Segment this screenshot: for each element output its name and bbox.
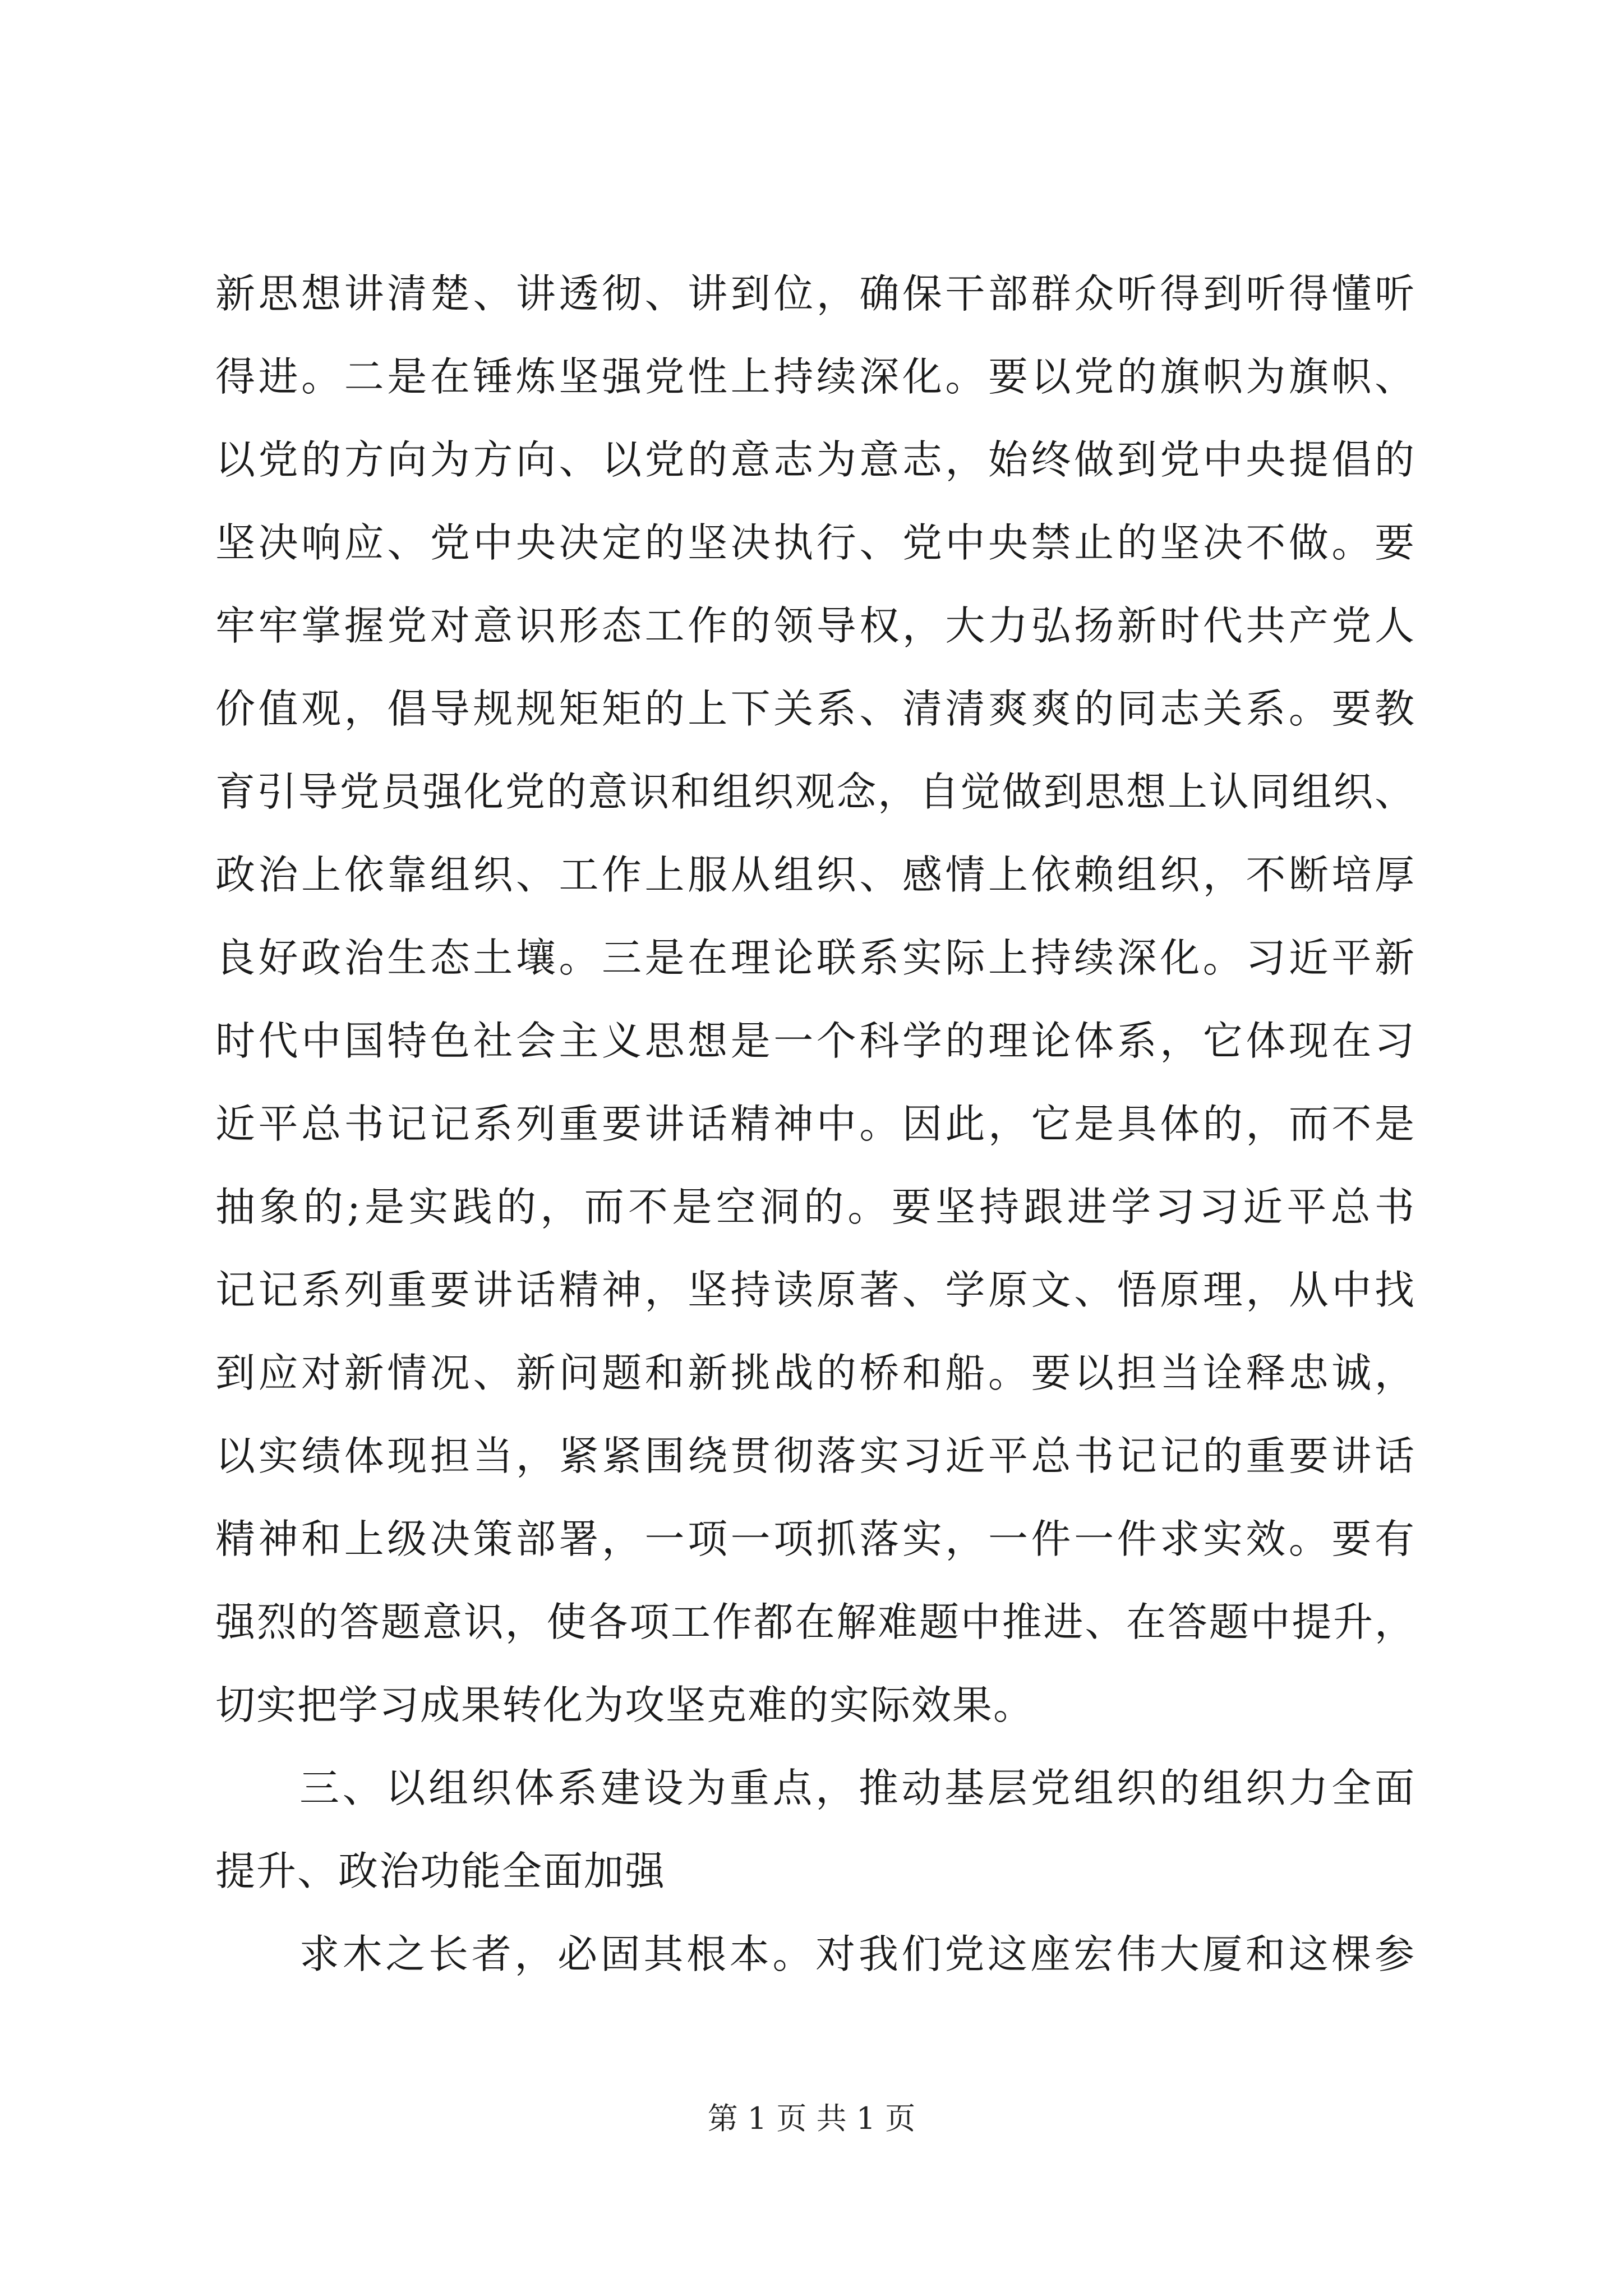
page-footer: 第 1 页 共 1 页 xyxy=(707,2101,916,2136)
text-line: 以党的方向为方向、以党的意志为意志，始终做到党中央提倡的 xyxy=(215,436,1415,483)
text-line: 良好政治生态土壤。三是在理论联系实际上持续深化。习近平新 xyxy=(215,935,1415,981)
text-line: 精神和上级决策部署，一项一项抓落实，一件一件求实效。要有 xyxy=(215,1516,1415,1562)
text-line: 政治上依靠组织、工作上服从组织、感情上依赖组织，不断培厚 xyxy=(215,852,1415,898)
text-line: 近平总书记记系列重要讲话精神中。因此，它是具体的，而不是 xyxy=(215,1101,1415,1147)
body-text xyxy=(215,252,1415,1996)
text-line: 价值观，倡导规规矩矩的上下关系、清清爽爽的同志关系。要教 xyxy=(215,685,1415,732)
text-line: 强烈的答题意识，使各项工作都在解难题中推进、在答题中提升， xyxy=(215,1599,1415,1645)
text-line: 育引导党员强化党的意识和组织观念，自觉做到思想上认同组织、 xyxy=(215,769,1415,815)
text-line: 新思想讲清楚、讲透彻、讲到位，确保干部群众听得到听得懂听 xyxy=(215,270,1415,317)
text-line: 得进。二是在锤炼坚强党性上持续深化。要以党的旗帜为旗帜、 xyxy=(215,353,1415,400)
text-line: 到应对新情况、新问题和新挑战的桥和船。要以担当诠释忠诚， xyxy=(215,1350,1415,1396)
text-line: 求木之长者，必固其根本。对我们党这座宏伟大厦和这棵参 xyxy=(299,1931,1415,1977)
text-line: 切实把学习成果转化为攻坚克难的实际效果。 xyxy=(215,1682,1035,1728)
text-line: 抽象的;是实践的，而不是空洞的。要坚持跟进学习习近平总书 xyxy=(215,1184,1415,1230)
text-line: 时代中国特色社会主义思想是一个科学的理论体系，它体现在习 xyxy=(215,1018,1415,1064)
section-heading-line: 提升、政治功能全面加强 xyxy=(215,1848,666,1894)
text-line: 以实绩体现担当，紧紧围绕贯彻落实习近平总书记记的重要讲话 xyxy=(215,1433,1415,1479)
text-line: 记记系列重要讲话精神，坚持读原著、学原文、悟原理，从中找 xyxy=(215,1267,1415,1313)
text-line: 牢牢掌握党对意识形态工作的领导权，大力弘扬新时代共产党人 xyxy=(215,602,1415,649)
text-line: 坚决响应、党中央决定的坚决执行、党中央禁止的坚决不做。要 xyxy=(215,519,1415,566)
section-heading-line: 三、以组织体系建设为重点，推动基层党组织的组织力全面 xyxy=(299,1765,1415,1811)
